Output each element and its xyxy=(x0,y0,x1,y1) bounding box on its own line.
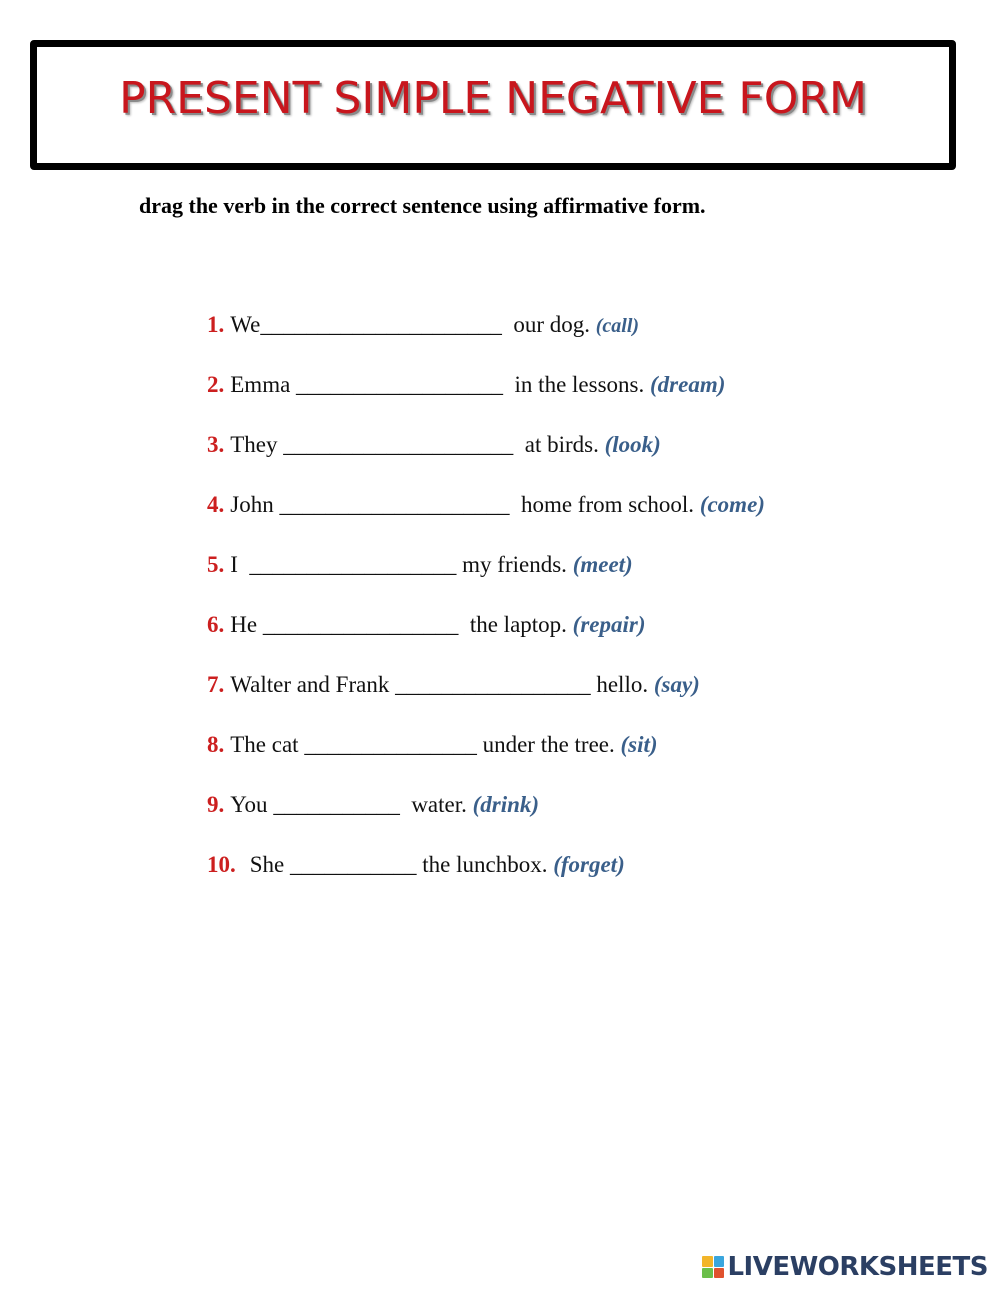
sentence-end: hello. xyxy=(590,672,654,697)
verb-hint: (dream) xyxy=(650,372,726,397)
sentence-end: at birds. xyxy=(513,432,605,457)
logo-square xyxy=(714,1256,725,1267)
logo-square xyxy=(702,1268,713,1279)
exercise-item-2 xyxy=(207,368,967,428)
verb-hint: (meet) xyxy=(572,552,633,577)
liveworksheets-logo xyxy=(702,1252,988,1282)
verb-hint: (sit) xyxy=(620,732,658,757)
answer-blank[interactable]: ___________ xyxy=(273,792,400,817)
verb-hint: (call) xyxy=(595,315,640,337)
sentence-start: They xyxy=(230,432,284,457)
verb-hint: (come) xyxy=(699,492,765,517)
answer-blank[interactable]: _____________________ xyxy=(260,312,502,337)
instruction-text: drag the verb in the correct sentence using affirmative form. xyxy=(139,193,706,218)
title-box xyxy=(30,40,956,170)
sentence-end: under the tree. xyxy=(476,732,621,757)
answer-blank[interactable]: _______________ xyxy=(304,732,477,757)
exercise-item-5 xyxy=(207,548,967,608)
logo-brand-text: LIVEWORKSHEETS xyxy=(727,1252,988,1282)
sentence-end: our dog. xyxy=(501,312,596,337)
exercise-number: 2. xyxy=(207,372,225,397)
sentence-end: water. xyxy=(399,792,473,817)
answer-blank[interactable]: ___________ xyxy=(290,852,417,877)
sentence-end: the laptop. xyxy=(458,612,573,637)
sentence-start: Emma xyxy=(230,372,297,397)
answer-blank[interactable]: _________________ xyxy=(262,612,459,637)
exercise-number: 7. xyxy=(207,672,225,697)
sentence-start: I xyxy=(230,552,250,577)
exercise-number: 4. xyxy=(207,492,225,517)
exercise-number: 9. xyxy=(207,792,225,817)
exercise-number: 8. xyxy=(207,732,225,757)
sentence-end: my friends. xyxy=(456,552,573,577)
exercise-item-7 xyxy=(207,668,967,728)
exercise-list xyxy=(207,308,967,908)
verb-hint: (repair) xyxy=(572,612,646,637)
exercise-number: 10. xyxy=(207,852,236,877)
exercise-item-1 xyxy=(207,308,967,368)
sentence-end: home from school. xyxy=(509,492,700,517)
sentence-end: in the lessons. xyxy=(503,372,650,397)
exercise-item-10 xyxy=(207,848,967,908)
answer-blank[interactable]: __________________ xyxy=(249,552,457,577)
exercise-number: 3. xyxy=(207,432,225,457)
answer-blank[interactable]: ____________________ xyxy=(283,432,514,457)
answer-blank[interactable]: _________________ xyxy=(395,672,591,697)
exercise-item-3 xyxy=(207,428,967,488)
exercise-number: 1. xyxy=(207,312,225,337)
exercise-item-8 xyxy=(207,728,967,788)
sentence-start: He xyxy=(230,612,263,637)
verb-hint: (forget) xyxy=(553,852,625,877)
verb-hint: (drink) xyxy=(472,792,540,817)
sentence-start: We xyxy=(230,312,261,337)
sentence-start: She xyxy=(249,852,290,877)
exercise-number: 5. xyxy=(207,552,225,577)
worksheet-title: PRESENT SIMPLE NEGATIVE FORM xyxy=(119,73,867,124)
sentence-start: John xyxy=(230,492,280,517)
answer-blank[interactable]: ____________________ xyxy=(279,492,510,517)
sentence-start: Walter and Frank xyxy=(230,672,396,697)
logo-square xyxy=(702,1256,713,1267)
exercise-item-9 xyxy=(207,788,967,848)
verb-hint: (say) xyxy=(653,672,700,697)
sentence-start: The cat xyxy=(230,732,305,757)
exercise-number: 6. xyxy=(207,612,225,637)
answer-blank[interactable]: __________________ xyxy=(296,372,504,397)
logo-square xyxy=(714,1268,725,1279)
liveworksheets-logo-icon xyxy=(702,1256,724,1278)
sentence-start: You xyxy=(230,792,274,817)
exercise-item-4 xyxy=(207,488,967,548)
exercise-item-6 xyxy=(207,608,967,668)
sentence-end: the lunchbox. xyxy=(416,852,554,877)
verb-hint: (look) xyxy=(604,432,661,457)
